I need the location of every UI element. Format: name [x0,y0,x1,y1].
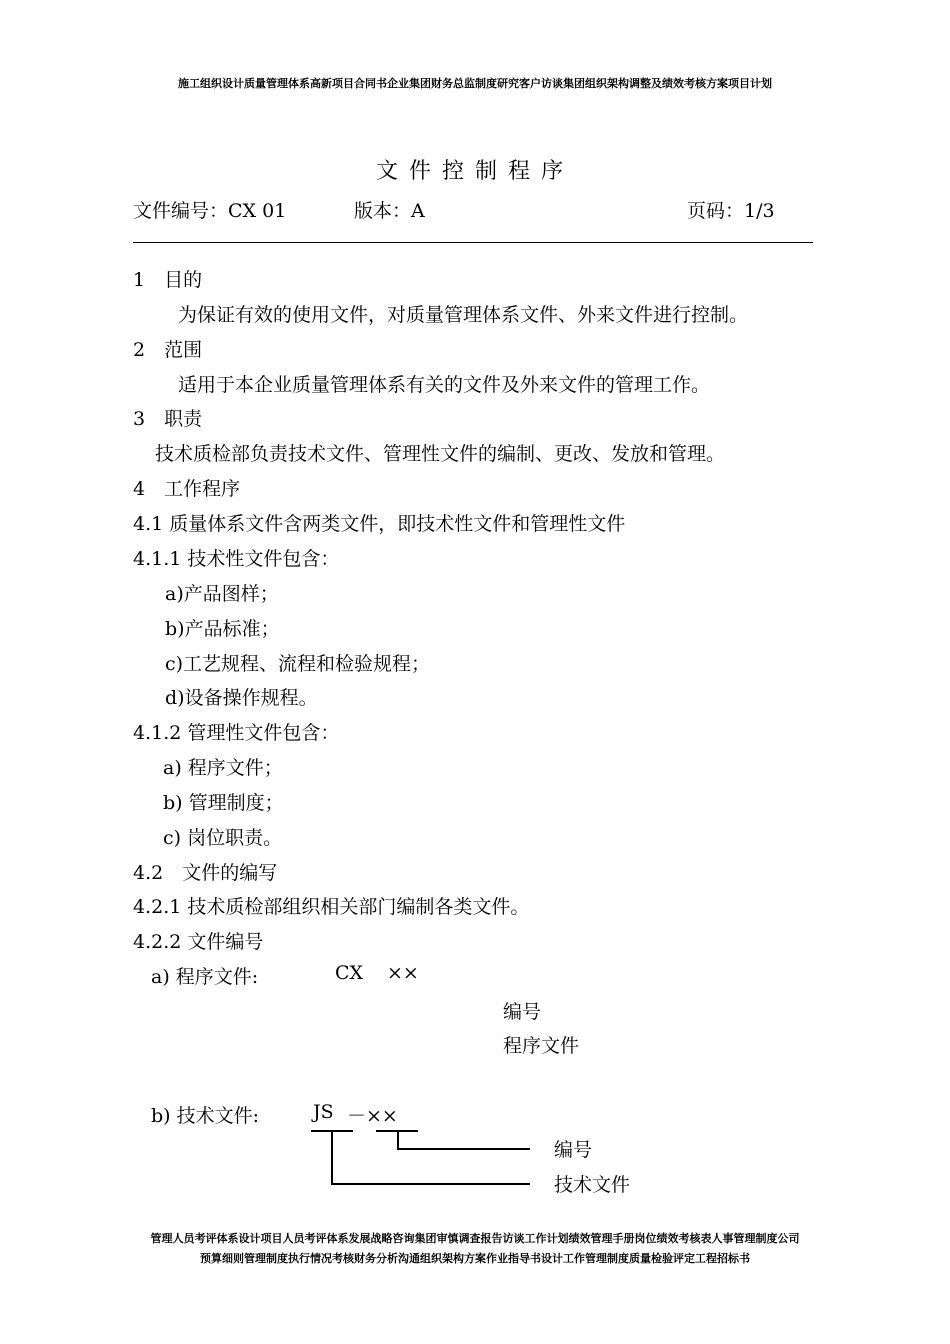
document-version: 版本：A [354,200,425,222]
page-footer-line-1: 管理人员考评体系设计项目人员考评体系发展战略咨询集团审慎调查报告访谈工作计划绩效管理手册岗位绩效考核表人事管理制度公司 [150,1232,800,1245]
section-4-1: 4.1 质量体系文件含两类文件，即技术性文件和管理性文件 [133,513,626,535]
section-4-2-2: 4.2.2 文件编号 [133,931,264,953]
list-item: b)产品标准； [165,618,280,640]
section-4-1-1: 4.1.1 技术性文件包含： [133,548,340,570]
section-3-heading: 3 职责 [133,408,203,430]
section-1-heading: 1 目的 [133,269,203,291]
numbering-b-code: JS [313,1101,334,1123]
document-number: 文件编号：CX 01 [133,200,287,222]
numbering-a-number: ×× [387,962,419,984]
page-footer-line-2: 预算细则管理制度执行情况考核财务分析沟通组织架构方案作业指导书设计工作管理制度质量检验评定工程招标书 [200,1252,750,1265]
numbering-b-desc-type: 技术文件 [554,1174,631,1196]
page-number: 页码：1/3 [687,200,775,222]
list-item: a)产品图样； [165,583,279,605]
list-item: c) 岗位职责。 [163,827,283,849]
list-item: a) 程序文件； [163,757,283,779]
header-rule [133,242,813,243]
section-3-body: 技术质检部负责技术文件、管理性文件的编制、更改、发放和管理。 [155,443,726,465]
numbering-a-label: a) 程序文件: [151,966,259,988]
numbering-b-label: b) 技术文件: [151,1105,260,1127]
numbering-a-code: CX [335,962,364,984]
list-item: b) 管理制度； [163,792,284,814]
page-header-text: 施工组织设计质量管理体系高新项目合同书企业集团财务总监制度研究客户访谈集团组织架构调整及绩效考核方案项目计划 [178,77,772,90]
list-item: c)工艺规程、流程和检验规程； [165,653,431,675]
numbering-a-desc-number: 编号 [503,1001,542,1023]
numbering-b-desc-number: 编号 [554,1139,593,1161]
document-title: 文件控制程序 [375,159,574,184]
list-item: d)设备操作规程。 [165,687,318,709]
section-1-body: 为保证有效的使用文件，对质量管理体系文件、外来文件进行控制。 [178,304,749,326]
section-4-1-2: 4.1.2 管理性文件包含： [133,722,340,744]
connector-line [331,1130,333,1184]
section-2-heading: 2 范围 [133,339,203,361]
connector-line [397,1148,530,1150]
numbering-b-number: －×× [347,1105,398,1127]
section-4-2: 4.2 文件的编写 [133,862,278,884]
section-4-2-1: 4.2.1 技术质检部组织相关部门编制各类文件。 [133,896,530,918]
connector-line [331,1183,530,1185]
connector-line [397,1130,399,1149]
section-4-heading: 4 工作程序 [133,478,241,500]
section-2-body: 适用于本企业质量管理体系有关的文件及外来文件的管理工作。 [178,374,711,396]
numbering-a-desc-type: 程序文件 [503,1035,580,1057]
